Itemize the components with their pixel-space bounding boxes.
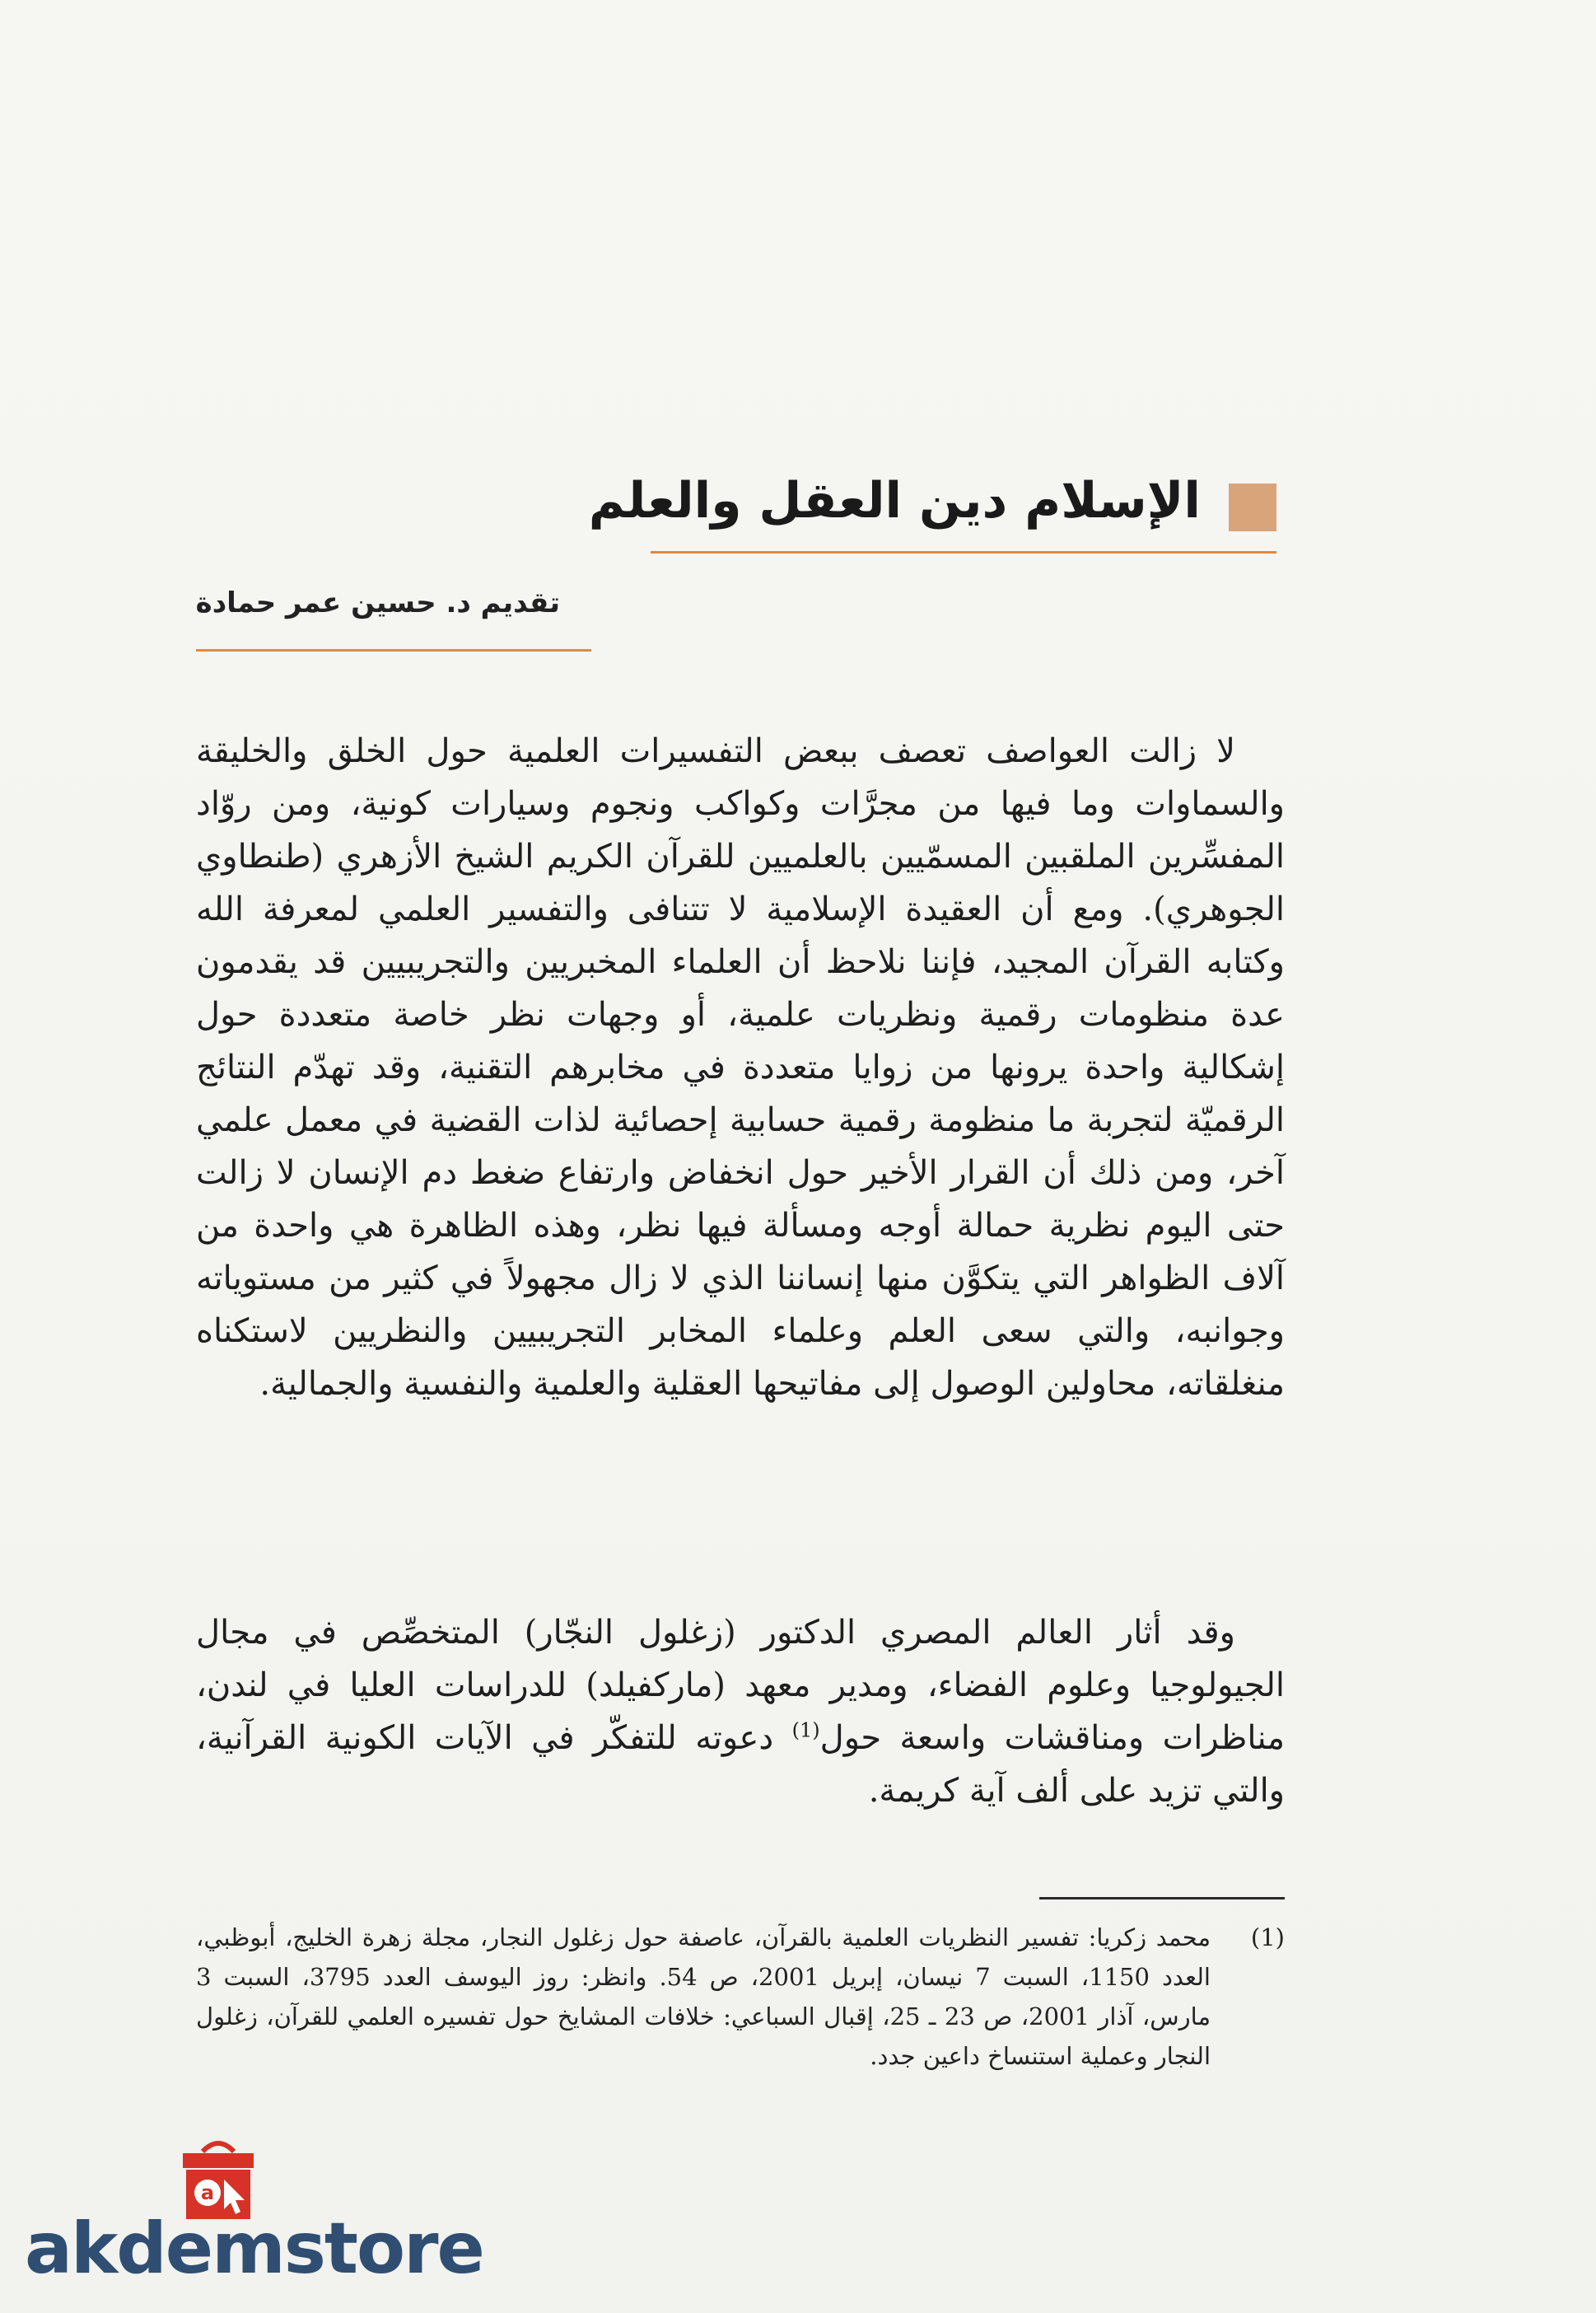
author-underline [196,649,591,652]
author-line: تقديم د. حسين عمر حمادة [195,586,560,619]
chapter-title: الإسلام دين العقل والعلم [588,472,1201,530]
logo-letter: a [200,2181,215,2204]
title-bullet-square [1229,484,1276,531]
bag-handle [203,2143,234,2152]
footnote [196,1918,1285,2076]
footnote-number: (1) [1250,1923,1285,1951]
paragraph-text: دعوته للتفكّر في الآيات الكونية القرآنية، والتي تزيد على ألف آية كريمة. [196,1719,1285,1810]
footnote-reference: (1) [791,1718,820,1742]
paragraph-text: وقد أثار العالم المصري الدكتور (زغلول النجّار) المتخصِّص في مجال الجيولوجيا وعلوم الفضاء، ومدير معهد (ماركفيلد) للدراسات العليا في لندن، مناظرات ومناقشات واسعة حول [196,1614,1286,1757]
brand-watermark: akdemstore [25,2208,483,2290]
bag-lid [183,2153,254,2168]
footnote-text: محمد زكريا: تفسير النظريات العلمية بالقرآن، عاصفة حول زغلول النجار، مجلة زهرة الخليج، أبوظبي، العدد 1150، السبت 7 نيسان، إبريل 2001، ص 54. وانظر: روز اليوسف العدد 3795، السبت 3 مارس، آذار 2001، ص 23 ـ 25، إقبال السباعي: خلافات المشايخ حول تفسيره العلمي للقرآن، زغلول النجار وعملية استنساخ داعين جدد. [196,1923,1211,2070]
chapter-header [588,465,1276,556]
title-underline [651,551,1276,554]
body-paragraph [196,1606,1285,1817]
body-paragraph: لا زالت العواصف تعصف ببعض التفسيرات العلمية حول الخلق والخليقة والسماوات وما فيها من مجرَّات وكواكب ونجوم وسيارات كونية، ومن روّاد المفسِّرين الملقبين المسمّيين بالعلميين للقرآن الكريم الشيخ الأزهري (طنطاوي الجوهري). ومع أن العقيدة الإسلامية لا تتنافى والتفسير العلمي لمعرفة الله وكتابه القرآن المجيد، فإننا نلاحظ أن العلماء المخبريين والتجريبيين قد يقدمون عدة منظومات رقمية ونظريات علمية، أو وجهات نظر خاصة متعددة حول إشكالية واحدة يرونها من زوايا متعددة في مخابرهم التقنية، وقد تهدّم النتائج الرقميّة لتجربة ما منظومة رقمية حسابية إحصائية لذات القضية في معمل علمي آخر، ومن ذلك أن القرار الأخير حول انخفاض وارتفاع ضغط دم الإنسان لا زالت حتى اليوم نظرية حمالة أوجه ومسألة فيها نظر، وهذه الظاهرة هي واحدة من آلاف الظواهر التي يتكوَّن منها إنساننا الذي لا زال مجهولاً في كثير من مستوياته وجوانبه، والتي سعى العلم وعلماء المخابر التجريبيين والنظريين لاستكناه منغلقاته، محاولين الوصول إلى مفاتيحها العقلية والعلمية والنفسية والجمالية. [196,732,1286,1403]
footnote-separator [1039,1897,1285,1899]
